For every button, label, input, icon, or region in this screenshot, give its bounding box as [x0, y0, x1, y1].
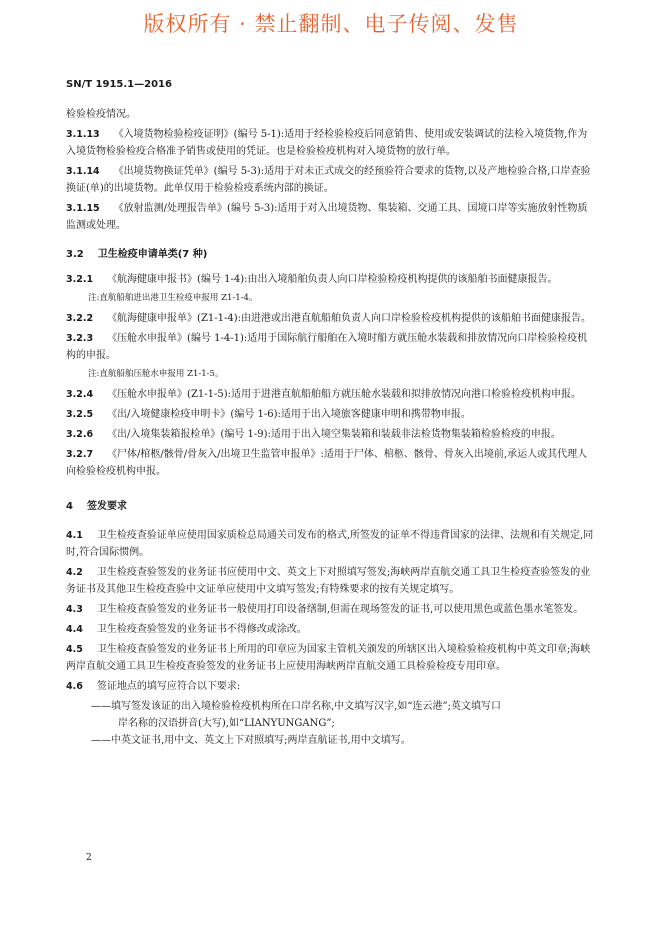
page-number: 2	[86, 853, 92, 863]
clause	[66, 601, 596, 618]
clause	[66, 678, 596, 695]
clause-text: 卫生检疫查验证单应使用国家质检总局通关司发布的格式,所签发的证单不得违背国家的法律、法规和有关规定,同时,符合国际惯例。	[66, 530, 594, 558]
clause-text: 卫生检疫查验签发的业务证书不得修改或涂改。	[96, 624, 307, 635]
clause-number: 4.3	[66, 604, 83, 615]
clause-text: 《出/入境健康检疫申明卡》(编号 1-6):适用于出入境旅客健康申明和携带物申报。	[107, 409, 471, 420]
clause-text: 《入境货物检验检疫证明》(编号 5-1):适用于经检验检疫后同意销售、使用或安装调试的法检入境货物,作为入境货物检验检疫合格准予销售或使用的凭证。也是检验检疫机构对入境货物的放行单。	[66, 129, 588, 157]
clause-number: 3.2.6	[66, 429, 94, 440]
dash-item: ——填写签发该证的出入境检验检疫机构所在口岸名称,中文填写汉字,如“连云港”;英文填写口	[91, 701, 501, 712]
clause-number: 4.5	[66, 644, 83, 655]
clause-number: 4.1	[66, 530, 83, 541]
clause-note: 注:直航船舶进出港卫生检疫申报用 Z1-1-4。	[88, 293, 258, 303]
clause	[66, 446, 596, 480]
copyright-watermark: 版权所有 · 禁止翻制、电子传阅、发售	[143, 12, 519, 36]
clause	[66, 641, 596, 675]
clause	[66, 310, 596, 327]
clause	[66, 386, 596, 403]
clause-text: 卫生检疫查验签发的业务证书一般使用打印设备缮制,但需在现场签发的证书,可以使用黑色或蓝色墨水笔签发。	[96, 604, 584, 615]
clause	[66, 564, 596, 598]
clause-text: 《放射监测/处理报告单》(编号 5-3):适用于对入出境货物、集装箱、交通工具、国境口岸等实施放射性物质监测或处理。	[66, 203, 588, 231]
clause-text: 《航海健康申报书》(编号 1-4):由出入境船舶负责人向口岸检验检疫机构提供的该船舶书面健康报告。	[107, 274, 558, 285]
clause-number: 3.1.13	[66, 129, 100, 140]
clause-number: 3.2.7	[66, 449, 94, 460]
clause-text: 《出境货物换证凭单》(编号 5-3):适用于对未正式成交的经预验符合要求的货物,以及产地检验合格,口岸查验换证(单)的出境货物。此单仅用于检验检疫系统内部的换证。	[66, 166, 591, 194]
clause-text: 签证地点的填写应符合以下要求:	[96, 681, 241, 692]
clause	[66, 126, 596, 160]
section-heading-3-2	[66, 246, 596, 263]
clause-number: 3.1.14	[66, 166, 100, 177]
clause-number: 3.2.2	[66, 313, 94, 324]
clause-number: 3.1.15	[66, 203, 100, 214]
clause	[66, 406, 596, 423]
clause-note: 注:直航船舶压舱水申报用 Z1-1-5。	[88, 369, 224, 379]
clause-number: 4.4	[66, 624, 83, 635]
clause-list-4	[66, 527, 596, 695]
clause-text: 卫生检疫查验签发的业务证书上所用的印章应为国家主管机关颁发的所辖区出入境检验检疫机构中英文印章;海峡两岸直航交通工具卫生检疫查验签发的业务证书上应使用海峡两岸直航交通工具检验检疫专用印章。	[66, 644, 591, 672]
clause-list-3-1	[66, 126, 596, 234]
clause	[66, 527, 596, 561]
clause-text: 《尸体/棺柩/骸骨/骨灰入/出境卫生监管申报单》:适用于尸体、棺柩、骸骨、骨灰入出境前,承运人或其代理人向检验检疫机构申报。	[66, 449, 588, 477]
document-body	[66, 106, 596, 749]
dash-item-continuation: 岸名称的汉语拼音(大写),如“LIANYUNGANG”;	[118, 718, 335, 729]
clause-number: 4.6	[66, 681, 83, 692]
section-title: 卫生检疫申请单类(7 种)	[97, 249, 208, 260]
clause	[66, 426, 596, 443]
dash-list	[66, 698, 596, 749]
clause-text: 卫生检疫查验签发的业务证书应使用中文、英文上下对照填写签发;海峡两岸直航交通工具卫生检疫查验签发的业务证书及其他卫生检疫查验中文证单应使用中文填写签发;有特殊要求的按有关规定填写。	[66, 567, 591, 595]
dash-item: ——中英文证书,用中文、英文上下对照填写;两岸直航证书,用中文填写。	[91, 735, 411, 746]
clause-text: 《压舱水申报单》(编号 1-4-1):适用于国际航行船舶在入境时船方就压舱水装载和排放情况向口岸检验检疫机构的申报。	[66, 333, 588, 361]
section-heading-4	[66, 498, 596, 515]
clause	[66, 271, 596, 288]
clause-list-3-2	[66, 271, 596, 480]
standard-number: SN/T 1915.1—2016	[66, 79, 172, 90]
clause	[66, 621, 596, 638]
clause-text: 《压舱水申报单》(Z1-1-5):适用于进港直航船舶船方就压舱水装载和拟排放情况向港口检验检疫机构申报。	[107, 389, 582, 400]
clause-text: 《航海健康申报单》(Z1-1-4):由进港或出港直航船舶负责人向口岸检验检疫机构提供的该船舶书面健康报告。	[107, 313, 592, 324]
section-number: 3.2	[66, 249, 84, 260]
clause-text: 《出/入境集装箱报检单》(编号 1-9):适用于出入境空集装箱和装载非法检货物集装箱检验检疫的申报。	[107, 429, 561, 440]
clause-number: 3.2.5	[66, 409, 94, 420]
clause-number: 3.2.1	[66, 274, 94, 285]
clause-number: 4.2	[66, 567, 83, 578]
lead-line: 检验检疫情况。	[66, 109, 136, 120]
clause	[66, 163, 596, 197]
clause	[66, 200, 596, 234]
clause-number: 3.2.3	[66, 333, 94, 344]
clause	[66, 330, 596, 364]
section-number: 4	[66, 501, 73, 512]
clause-number: 3.2.4	[66, 389, 94, 400]
section-title: 签发要求	[86, 501, 127, 512]
